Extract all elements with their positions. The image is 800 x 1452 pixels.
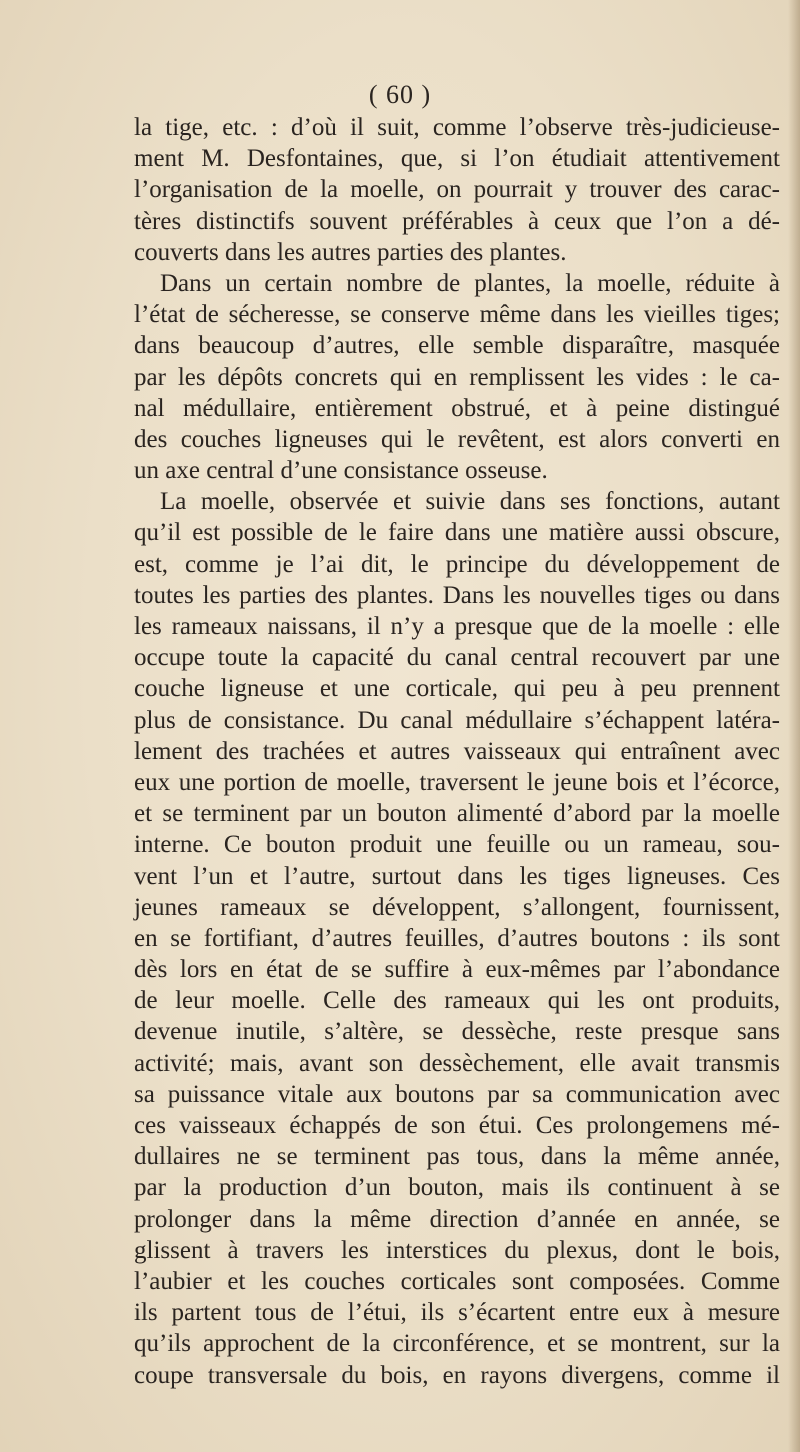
page-edge-shadow [788,0,800,1452]
text-line: la tige, etc. : d’où il suit, comme l’observe très-judicieuse- [134,114,780,141]
text-line: les rameaux naissans, il n’y a presque que de la moelle : elle [134,613,780,640]
text-line: par la production d’un bouton, mais ils continuent à se [134,1174,780,1202]
text-line: activité; mais, avant son dessèchement, elle avait transmis [134,1049,780,1077]
text-line: un axe central d’une consistance osseuse. [134,457,548,485]
text-line: l’aubier et les couches corticales sont composées. Comme [134,1267,780,1295]
text-line: dans beaucoup d’autres, elle semble disparaître, masquée [134,332,780,360]
text-line: qu’ils approchent de la circonférence, et se montrent, sur la [134,1330,780,1358]
text-line: couche ligneuse et une corticale, qui peu à peu prennent [134,675,780,703]
page-number: ( 60 ) [368,80,432,109]
text-line: lement des trachées et autres vaisseaux qui entraînent avec [134,737,780,765]
text-line: coupe transversale du bois, en rayons divergens, comme il [134,1361,780,1389]
text-line: vent l’un et l’autre, surtout dans les tiges ligneuses. Ces [134,862,780,890]
text-line: l’organisation de la moelle, on pourrait y trouver des carac- [134,176,780,204]
text-line: l’état de sécheresse, se conserve même dans les vieilles tiges; [134,301,780,329]
body-text [134,112,780,1391]
text-line: plus de consistance. Du canal médullaire s’échappent latéra- [134,706,780,734]
text-line: et se terminent par un bouton alimenté d’abord par la moelle [134,800,780,828]
text-line: par les dépôts concrets qui en remplissent les vides : le ca- [134,363,780,391]
text-line: dullaires ne se terminent pas tous, dans la même année, [134,1143,780,1171]
text-line: occupe toute la capacité du canal central recouvert par une [134,644,780,672]
text-line: tères distinctifs souvent préférables à ceux que l’on a dé- [134,207,780,235]
text-line: est, comme je l’ai dit, le principe du développement de [134,550,780,578]
text-line: dès lors en état de se suffire à eux-mêmes par l’abondance [134,956,780,984]
text-line: La moelle, observée et suivie dans ses fonctions, autant [160,488,780,516]
text-line: couverts dans les autres parties des plantes. [134,238,567,266]
text-line: ment M. Desfontaines, que, si l’on étudiait attentivement [134,145,780,173]
text-line: en se fortifiant, d’autres feuilles, d’autres boutons : ils sont [134,924,780,952]
text-line: glissent à travers les interstices du plexus, dont le bois, [134,1236,780,1264]
text-line: devenue inutile, s’altère, se dessèche, reste presque sans [134,1018,780,1046]
text-line: toutes les parties des plantes. Dans les nouvelles tiges ou dans [134,581,780,609]
text-line: Dans un certain nombre de plantes, la moelle, réduite à [160,269,780,297]
text-line: jeunes rameaux se développent, s’allongent, fournissent, [134,893,780,921]
text-line: prolonger dans la même direction d’année en année, se [134,1205,780,1233]
text-line: eux une portion de moelle, traversent le jeune bois et l’écorce, [134,768,780,796]
text-line: qu’il est possible de le faire dans une matière aussi obscure, [134,519,780,547]
text-line: ils partent tous de l’étui, ils s’écartent entre eux à mesure [134,1299,780,1327]
text-line: ces vaisseaux échappés de son étui. Ces prolongemens mé- [134,1112,780,1139]
text-line: sa puissance vitale aux boutons par sa communication avec [134,1080,780,1108]
text-line: des couches ligneuses qui le revêtent, est alors converti en [134,425,780,453]
text-line: interne. Ce bouton produit une feuille ou un rameau, sou- [134,831,780,859]
text-line: de leur moelle. Celle des rameaux qui les ont produits, [134,987,780,1015]
text-line: nal médullaire, entièrement obstrué, et à peine distingué [134,394,780,422]
